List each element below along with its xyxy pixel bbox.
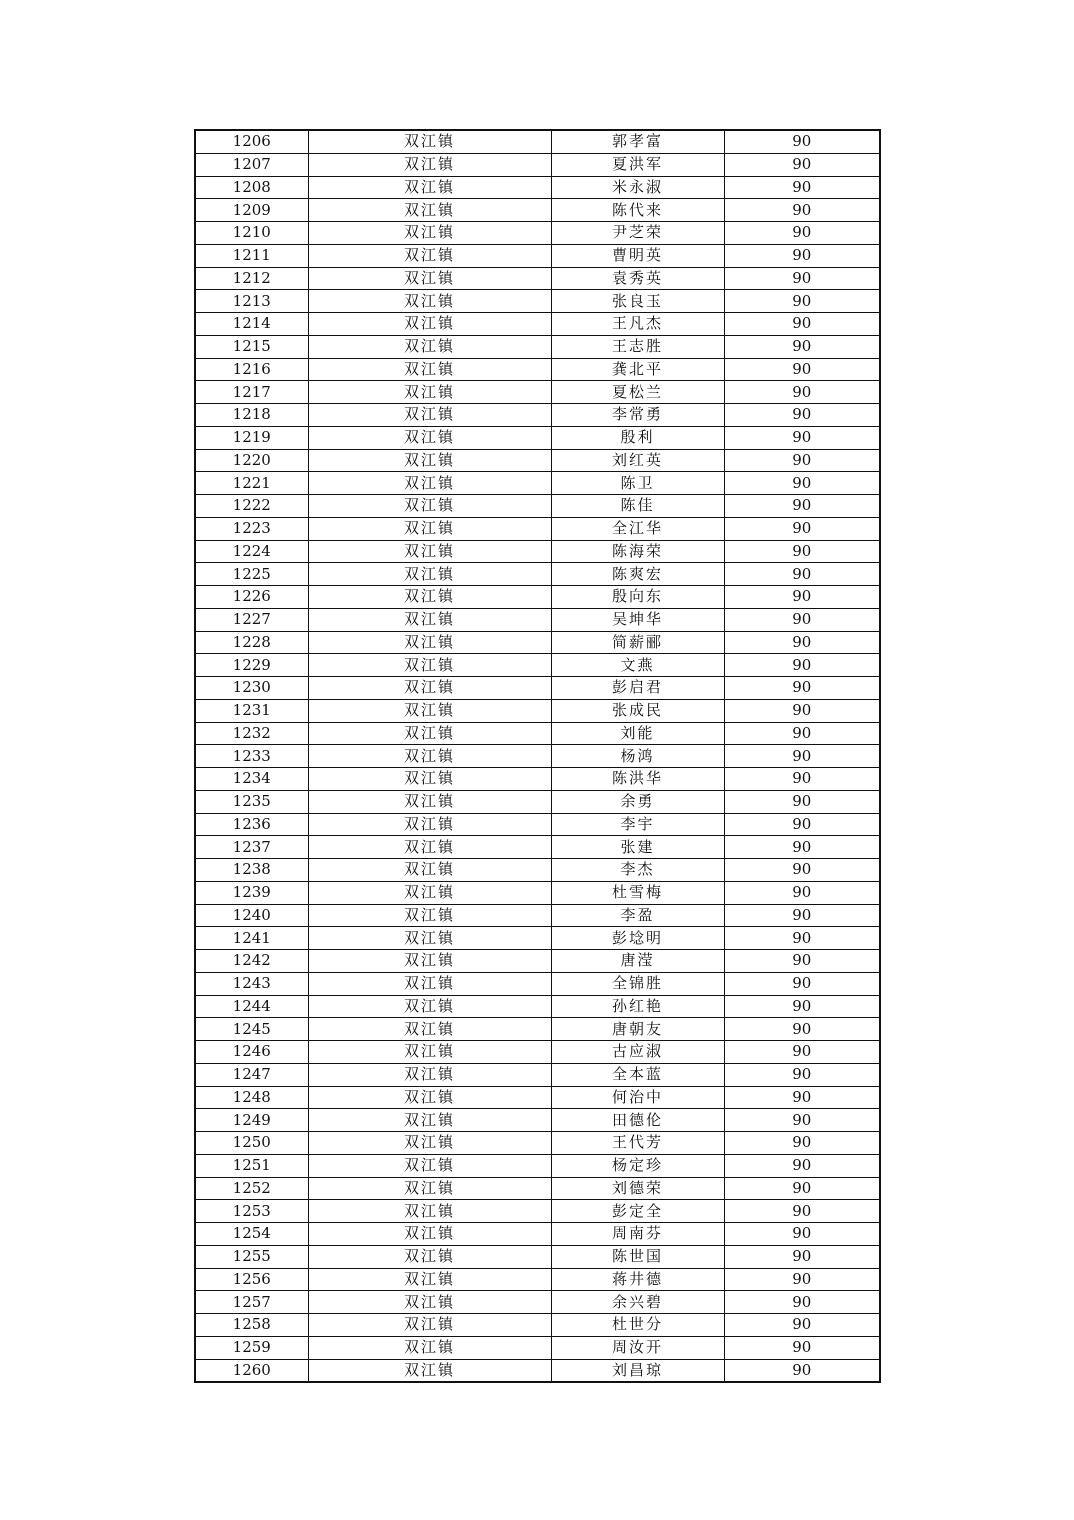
- amount-cell: 90: [724, 176, 880, 199]
- amount-cell: 90: [724, 1223, 880, 1246]
- row-number-cell: 1214: [195, 313, 308, 336]
- table-row: [195, 608, 880, 631]
- town-cell: 双江镇: [308, 404, 551, 427]
- row-number-cell: 1257: [195, 1291, 308, 1314]
- row-number-cell: 1241: [195, 927, 308, 950]
- row-number-cell: 1250: [195, 1132, 308, 1155]
- table-row: [195, 381, 880, 404]
- row-number-cell: 1206: [195, 130, 308, 153]
- table-row: [195, 881, 880, 904]
- table-row: [195, 199, 880, 222]
- person-name-cell: 杨定珍: [551, 1154, 724, 1177]
- town-cell: 双江镇: [308, 130, 551, 153]
- table-row: [195, 950, 880, 973]
- amount-cell: 90: [724, 1268, 880, 1291]
- person-name-cell: 全江华: [551, 517, 724, 540]
- person-name-cell: 刘昌琼: [551, 1359, 724, 1382]
- town-cell: 双江镇: [308, 1018, 551, 1041]
- town-cell: 双江镇: [308, 495, 551, 518]
- amount-cell: 90: [724, 790, 880, 813]
- person-name-cell: 孙红艳: [551, 995, 724, 1018]
- table-row: [195, 449, 880, 472]
- amount-cell: 90: [724, 859, 880, 882]
- amount-cell: 90: [724, 1063, 880, 1086]
- town-cell: 双江镇: [308, 563, 551, 586]
- town-cell: 双江镇: [308, 904, 551, 927]
- amount-cell: 90: [724, 1109, 880, 1132]
- person-name-cell: 王志胜: [551, 335, 724, 358]
- row-number-cell: 1252: [195, 1177, 308, 1200]
- amount-cell: 90: [724, 836, 880, 859]
- amount-cell: 90: [724, 153, 880, 176]
- amount-cell: 90: [724, 267, 880, 290]
- row-number-cell: 1222: [195, 495, 308, 518]
- town-cell: 双江镇: [308, 313, 551, 336]
- person-name-cell: 郭孝富: [551, 130, 724, 153]
- town-cell: 双江镇: [308, 950, 551, 973]
- town-cell: 双江镇: [308, 1200, 551, 1223]
- person-name-cell: 吴坤华: [551, 608, 724, 631]
- row-number-cell: 1240: [195, 904, 308, 927]
- table-row: [195, 654, 880, 677]
- amount-cell: 90: [724, 972, 880, 995]
- town-cell: 双江镇: [308, 608, 551, 631]
- person-name-cell: 文燕: [551, 654, 724, 677]
- table-row: [195, 1268, 880, 1291]
- town-cell: 双江镇: [308, 358, 551, 381]
- person-name-cell: 陈爽宏: [551, 563, 724, 586]
- row-number-cell: 1255: [195, 1245, 308, 1268]
- person-name-cell: 陈代来: [551, 199, 724, 222]
- table-row: [195, 722, 880, 745]
- person-name-cell: 李盈: [551, 904, 724, 927]
- person-name-cell: 张成民: [551, 699, 724, 722]
- table-row: [195, 995, 880, 1018]
- town-cell: 双江镇: [308, 995, 551, 1018]
- person-name-cell: 唐滢: [551, 950, 724, 973]
- table-row: [195, 904, 880, 927]
- amount-cell: 90: [724, 586, 880, 609]
- table-row: [195, 495, 880, 518]
- amount-cell: 90: [724, 495, 880, 518]
- table-row: [195, 927, 880, 950]
- row-number-cell: 1215: [195, 335, 308, 358]
- person-name-cell: 陈世国: [551, 1245, 724, 1268]
- person-name-cell: 全本蓝: [551, 1063, 724, 1086]
- amount-cell: 90: [724, 222, 880, 245]
- table-row: [195, 1314, 880, 1337]
- amount-cell: 90: [724, 654, 880, 677]
- town-cell: 双江镇: [308, 472, 551, 495]
- town-cell: 双江镇: [308, 1132, 551, 1155]
- person-name-cell: 周汝开: [551, 1336, 724, 1359]
- person-name-cell: 米永淑: [551, 176, 724, 199]
- amount-cell: 90: [724, 813, 880, 836]
- amount-cell: 90: [724, 881, 880, 904]
- table-row: [195, 1359, 880, 1382]
- row-number-cell: 1211: [195, 244, 308, 267]
- amount-cell: 90: [724, 927, 880, 950]
- row-number-cell: 1258: [195, 1314, 308, 1337]
- town-cell: 双江镇: [308, 1245, 551, 1268]
- person-name-cell: 陈海荣: [551, 540, 724, 563]
- roster-table: [194, 129, 881, 1383]
- amount-cell: 90: [724, 1314, 880, 1337]
- person-name-cell: 田德伦: [551, 1109, 724, 1132]
- person-name-cell: 杜雪梅: [551, 881, 724, 904]
- row-number-cell: 1236: [195, 813, 308, 836]
- row-number-cell: 1251: [195, 1154, 308, 1177]
- person-name-cell: 唐朝友: [551, 1018, 724, 1041]
- town-cell: 双江镇: [308, 1336, 551, 1359]
- amount-cell: 90: [724, 313, 880, 336]
- table-row: [195, 358, 880, 381]
- person-name-cell: 殷向东: [551, 586, 724, 609]
- amount-cell: 90: [724, 426, 880, 449]
- table-row: [195, 540, 880, 563]
- person-name-cell: 杨鸿: [551, 745, 724, 768]
- row-number-cell: 1244: [195, 995, 308, 1018]
- table-row: [195, 972, 880, 995]
- person-name-cell: 彭定全: [551, 1200, 724, 1223]
- person-name-cell: 简薪郦: [551, 631, 724, 654]
- person-name-cell: 殷利: [551, 426, 724, 449]
- row-number-cell: 1260: [195, 1359, 308, 1382]
- town-cell: 双江镇: [308, 859, 551, 882]
- town-cell: 双江镇: [308, 1086, 551, 1109]
- table-row: [195, 768, 880, 791]
- person-name-cell: 刘能: [551, 722, 724, 745]
- amount-cell: 90: [724, 404, 880, 427]
- row-number-cell: 1230: [195, 677, 308, 700]
- amount-cell: 90: [724, 1154, 880, 1177]
- amount-cell: 90: [724, 1041, 880, 1064]
- town-cell: 双江镇: [308, 199, 551, 222]
- table-row: [195, 859, 880, 882]
- person-name-cell: 袁秀英: [551, 267, 724, 290]
- row-number-cell: 1232: [195, 722, 308, 745]
- row-number-cell: 1220: [195, 449, 308, 472]
- person-name-cell: 何治中: [551, 1086, 724, 1109]
- row-number-cell: 1254: [195, 1223, 308, 1246]
- row-number-cell: 1227: [195, 608, 308, 631]
- town-cell: 双江镇: [308, 176, 551, 199]
- town-cell: 双江镇: [308, 927, 551, 950]
- table-row: [195, 153, 880, 176]
- row-number-cell: 1216: [195, 358, 308, 381]
- person-name-cell: 王凡杰: [551, 313, 724, 336]
- amount-cell: 90: [724, 1336, 880, 1359]
- table-row: [195, 677, 880, 700]
- amount-cell: 90: [724, 335, 880, 358]
- person-name-cell: 尹芝荣: [551, 222, 724, 245]
- amount-cell: 90: [724, 199, 880, 222]
- table-row: [195, 222, 880, 245]
- table-row: [195, 790, 880, 813]
- town-cell: 双江镇: [308, 1268, 551, 1291]
- town-cell: 双江镇: [308, 790, 551, 813]
- row-number-cell: 1239: [195, 881, 308, 904]
- table-row: [195, 745, 880, 768]
- amount-cell: 90: [724, 677, 880, 700]
- town-cell: 双江镇: [308, 1314, 551, 1337]
- person-name-cell: 彭埝明: [551, 927, 724, 950]
- row-number-cell: 1245: [195, 1018, 308, 1041]
- row-number-cell: 1247: [195, 1063, 308, 1086]
- town-cell: 双江镇: [308, 677, 551, 700]
- row-number-cell: 1242: [195, 950, 308, 973]
- town-cell: 双江镇: [308, 722, 551, 745]
- amount-cell: 90: [724, 563, 880, 586]
- amount-cell: 90: [724, 472, 880, 495]
- town-cell: 双江镇: [308, 449, 551, 472]
- amount-cell: 90: [724, 722, 880, 745]
- person-name-cell: 刘红英: [551, 449, 724, 472]
- table-row: [195, 813, 880, 836]
- amount-cell: 90: [724, 1200, 880, 1223]
- town-cell: 双江镇: [308, 290, 551, 313]
- table-row: [195, 1223, 880, 1246]
- table-row: [195, 1200, 880, 1223]
- row-number-cell: 1235: [195, 790, 308, 813]
- town-cell: 双江镇: [308, 881, 551, 904]
- row-number-cell: 1212: [195, 267, 308, 290]
- amount-cell: 90: [724, 358, 880, 381]
- amount-cell: 90: [724, 244, 880, 267]
- row-number-cell: 1217: [195, 381, 308, 404]
- row-number-cell: 1229: [195, 654, 308, 677]
- town-cell: 双江镇: [308, 335, 551, 358]
- person-name-cell: 陈卫: [551, 472, 724, 495]
- person-name-cell: 龚北平: [551, 358, 724, 381]
- amount-cell: 90: [724, 950, 880, 973]
- person-name-cell: 李杰: [551, 859, 724, 882]
- table-row: [195, 1154, 880, 1177]
- table-row: [195, 1063, 880, 1086]
- town-cell: 双江镇: [308, 813, 551, 836]
- table-row: [195, 1291, 880, 1314]
- row-number-cell: 1226: [195, 586, 308, 609]
- person-name-cell: 曹明英: [551, 244, 724, 267]
- amount-cell: 90: [724, 608, 880, 631]
- town-cell: 双江镇: [308, 1291, 551, 1314]
- amount-cell: 90: [724, 540, 880, 563]
- row-number-cell: 1253: [195, 1200, 308, 1223]
- table-row: [195, 699, 880, 722]
- town-cell: 双江镇: [308, 540, 551, 563]
- town-cell: 双江镇: [308, 517, 551, 540]
- person-name-cell: 全锦胜: [551, 972, 724, 995]
- town-cell: 双江镇: [308, 699, 551, 722]
- table-row: [195, 1041, 880, 1064]
- amount-cell: 90: [724, 449, 880, 472]
- amount-cell: 90: [724, 1359, 880, 1382]
- person-name-cell: 张建: [551, 836, 724, 859]
- table-row: [195, 1109, 880, 1132]
- town-cell: 双江镇: [308, 1177, 551, 1200]
- table-row: [195, 244, 880, 267]
- amount-cell: 90: [724, 699, 880, 722]
- town-cell: 双江镇: [308, 267, 551, 290]
- amount-cell: 90: [724, 1086, 880, 1109]
- person-name-cell: 古应淑: [551, 1041, 724, 1064]
- row-number-cell: 1249: [195, 1109, 308, 1132]
- row-number-cell: 1210: [195, 222, 308, 245]
- table-row: [195, 563, 880, 586]
- table-row: [195, 836, 880, 859]
- town-cell: 双江镇: [308, 972, 551, 995]
- person-name-cell: 王代芳: [551, 1132, 724, 1155]
- person-name-cell: 余勇: [551, 790, 724, 813]
- row-number-cell: 1234: [195, 768, 308, 791]
- person-name-cell: 李常勇: [551, 404, 724, 427]
- town-cell: 双江镇: [308, 836, 551, 859]
- table-row: [195, 1245, 880, 1268]
- table-row: [195, 1018, 880, 1041]
- town-cell: 双江镇: [308, 1063, 551, 1086]
- town-cell: 双江镇: [308, 654, 551, 677]
- table-row: [195, 586, 880, 609]
- town-cell: 双江镇: [308, 586, 551, 609]
- row-number-cell: 1256: [195, 1268, 308, 1291]
- row-number-cell: 1225: [195, 563, 308, 586]
- row-number-cell: 1213: [195, 290, 308, 313]
- roster-table-body: [195, 130, 880, 1382]
- person-name-cell: 彭启君: [551, 677, 724, 700]
- table-row: [195, 472, 880, 495]
- town-cell: 双江镇: [308, 222, 551, 245]
- row-number-cell: 1233: [195, 745, 308, 768]
- amount-cell: 90: [724, 904, 880, 927]
- amount-cell: 90: [724, 1018, 880, 1041]
- table-row: [195, 267, 880, 290]
- amount-cell: 90: [724, 1132, 880, 1155]
- amount-cell: 90: [724, 1177, 880, 1200]
- person-name-cell: 张良玉: [551, 290, 724, 313]
- person-name-cell: 余兴碧: [551, 1291, 724, 1314]
- town-cell: 双江镇: [308, 244, 551, 267]
- row-number-cell: 1219: [195, 426, 308, 449]
- town-cell: 双江镇: [308, 631, 551, 654]
- person-name-cell: 夏洪军: [551, 153, 724, 176]
- town-cell: 双江镇: [308, 1154, 551, 1177]
- town-cell: 双江镇: [308, 1109, 551, 1132]
- person-name-cell: 刘德荣: [551, 1177, 724, 1200]
- row-number-cell: 1243: [195, 972, 308, 995]
- table-row: [195, 404, 880, 427]
- amount-cell: 90: [724, 631, 880, 654]
- table-row: [195, 1086, 880, 1109]
- row-number-cell: 1224: [195, 540, 308, 563]
- town-cell: 双江镇: [308, 768, 551, 791]
- table-row: [195, 290, 880, 313]
- table-row: [195, 313, 880, 336]
- person-name-cell: 李宇: [551, 813, 724, 836]
- row-number-cell: 1221: [195, 472, 308, 495]
- amount-cell: 90: [724, 768, 880, 791]
- amount-cell: 90: [724, 995, 880, 1018]
- row-number-cell: 1238: [195, 859, 308, 882]
- row-number-cell: 1228: [195, 631, 308, 654]
- town-cell: 双江镇: [308, 1359, 551, 1382]
- person-name-cell: 陈佳: [551, 495, 724, 518]
- row-number-cell: 1207: [195, 153, 308, 176]
- amount-cell: 90: [724, 381, 880, 404]
- table-row: [195, 176, 880, 199]
- amount-cell: 90: [724, 1245, 880, 1268]
- table-row: [195, 130, 880, 153]
- table-row: [195, 1132, 880, 1155]
- table-row: [195, 1336, 880, 1359]
- row-number-cell: 1209: [195, 199, 308, 222]
- person-name-cell: 夏松兰: [551, 381, 724, 404]
- amount-cell: 90: [724, 1291, 880, 1314]
- amount-cell: 90: [724, 517, 880, 540]
- row-number-cell: 1259: [195, 1336, 308, 1359]
- row-number-cell: 1208: [195, 176, 308, 199]
- row-number-cell: 1218: [195, 404, 308, 427]
- person-name-cell: 蒋井德: [551, 1268, 724, 1291]
- person-name-cell: 杜世分: [551, 1314, 724, 1337]
- table-row: [195, 1177, 880, 1200]
- row-number-cell: 1231: [195, 699, 308, 722]
- person-name-cell: 周南芬: [551, 1223, 724, 1246]
- town-cell: 双江镇: [308, 426, 551, 449]
- table-row: [195, 631, 880, 654]
- town-cell: 双江镇: [308, 1223, 551, 1246]
- table-row: [195, 426, 880, 449]
- town-cell: 双江镇: [308, 153, 551, 176]
- amount-cell: 90: [724, 290, 880, 313]
- row-number-cell: 1246: [195, 1041, 308, 1064]
- town-cell: 双江镇: [308, 381, 551, 404]
- table-row: [195, 517, 880, 540]
- person-name-cell: 陈洪华: [551, 768, 724, 791]
- town-cell: 双江镇: [308, 745, 551, 768]
- table-row: [195, 335, 880, 358]
- town-cell: 双江镇: [308, 1041, 551, 1064]
- amount-cell: 90: [724, 745, 880, 768]
- amount-cell: 90: [724, 130, 880, 153]
- row-number-cell: 1237: [195, 836, 308, 859]
- row-number-cell: 1223: [195, 517, 308, 540]
- row-number-cell: 1248: [195, 1086, 308, 1109]
